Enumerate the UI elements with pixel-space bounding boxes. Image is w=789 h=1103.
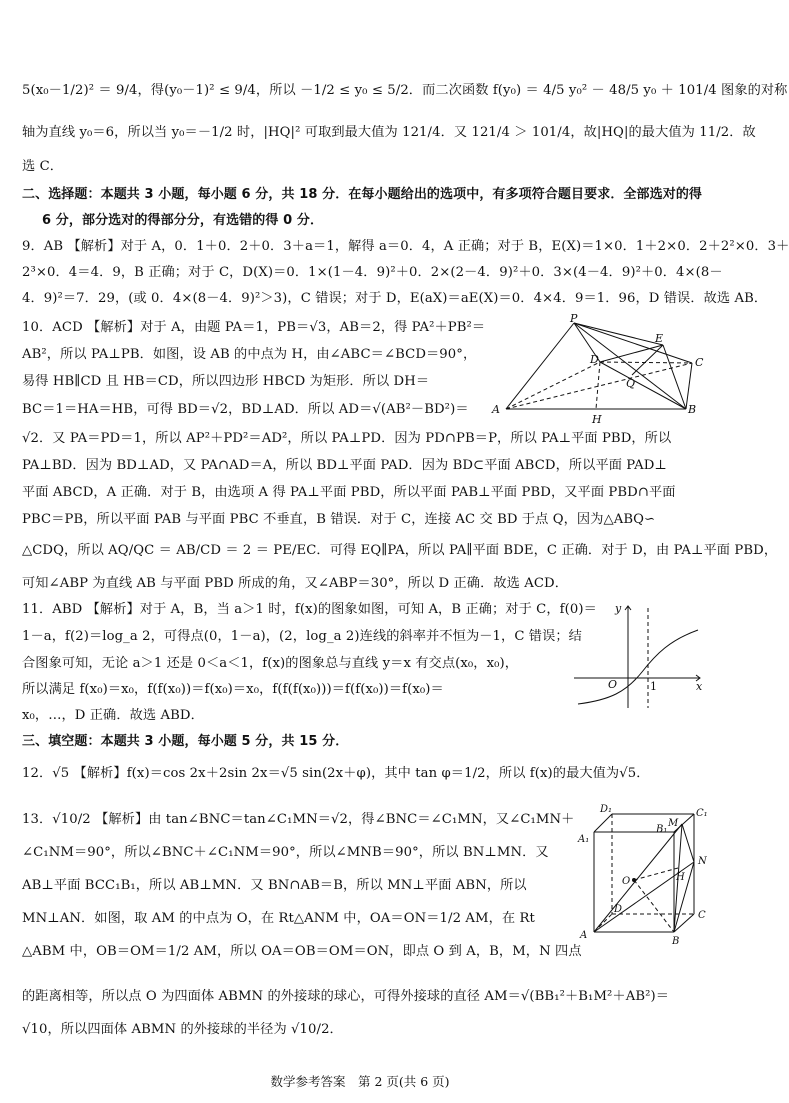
section-heading: 三、填空题：本题共 3 小题，每小题 5 分，共 15 分．	[22, 734, 349, 749]
axis-label: y	[615, 602, 622, 615]
text-line: 11．ABD 【解析】对于 A，B，当 a＞1 时，f(x)的图象如图，可知 A，B 正确；对于 C，f(0)＝	[22, 602, 597, 617]
text-line: 9．AB 【解析】对于 A，0．1＋0．2＋0．3＋a＝1，解得 a＝0．4，A 正确；对于 B，E(X)＝1×0．1＋2×0．2＋2²×0．3＋	[22, 239, 789, 254]
text-line: 轴为直线 y₀＝6，所以当 y₀＝－1/2 时，|HQ|² 可取到最大值为 121/4．又 121/4 ＞ 101/4，故|HQ|的最大值为 11/2．故	[22, 125, 756, 140]
text-line: 1－a，f(2)＝log_a 2，可得点(0，1－a)，(2，log_a 2)连线的斜率并不恒为－1，C 错误；结	[22, 629, 582, 644]
text-line: PA⊥BD．因为 BD⊥AD，又 PA∩AD＝A，所以 BD⊥平面 PAD．因为 BD⊂平面 ABCD，所以平面 PAD⊥	[22, 458, 667, 473]
text-line: 5(x₀－1/2)² ＝ 9/4，得(y₀－1)² ≤ 9/4，所以 －1/2 ≤ y₀ ≤ 5/2．而二次函数 f(y₀) ＝ 4/5 y₀² － 48/5 y₀ ＋ 101/4 图象的对称	[22, 83, 788, 98]
text-line: MN⊥AN．如图，取 AM 的中点为 O，在 Rt△ANM 中，OA＝ON＝1/2 AM，在 Rt	[22, 911, 535, 926]
text-line: 12．√5 【解析】f(x)＝cos 2x＋2sin 2x＝√5 sin(2x＋φ)，其中 tan φ＝1/2，所以 f(x)的最大值为√5．	[22, 766, 650, 781]
text-line: BC＝1＝HA＝HB，可得 BD＝√2，BD⊥AD．所以 AD＝√(AB²－BD²)＝	[22, 402, 469, 417]
point-label: B	[672, 936, 680, 947]
section-heading: 6 分，部分选对的得部分分，有选错的得 0 分．	[42, 213, 324, 228]
text-line: AB⊥平面 BCC₁B₁，所以 AB⊥MN．又 BN∩AB＝B，所以 MN⊥平面 ABN，所以	[22, 878, 527, 893]
text-line: 的距离相等，所以点 O 为四面体 ABMN 的外接球的球心，可得外接球的直径 AM＝√(BB₁²＋B₁M²＋AB²)＝	[22, 989, 670, 1004]
text-line: 13．√10/2 【解析】由 tan∠BNC＝tan∠C₁MN＝√2，得∠BNC＝∠C₁MN，又∠C₁MN＋	[22, 812, 575, 827]
text-line: PBC＝PB，所以平面 PAB 与平面 PBC 不垂直，B 错误．对于 C，连接 AC 交 BD 于点 Q，因为△ABQ∽	[22, 512, 656, 527]
text-line: 2³×0．4＝4．9，B 正确；对于 C，D(X)＝0．1×(1－4．9)²＋0．2×(2－4．9)²＋0．3×(4－4．9)²＋0．4×(8－	[22, 265, 723, 280]
pyramid-figure	[488, 312, 714, 427]
page-footer: 数学参考答案 第 2 页(共 6 页)	[270, 1074, 450, 1089]
axis-label: x	[696, 680, 703, 693]
text-line: 选 C．	[22, 159, 64, 174]
function-graph-figure	[570, 600, 710, 712]
text-line: AB²，所以 PA⊥PB．如图，设 AB 的中点为 H，由∠ABC＝∠BCD＝90°，	[22, 347, 477, 362]
point-label: C₁	[696, 808, 708, 819]
point-label: C	[695, 356, 704, 369]
point-label: A	[492, 403, 500, 416]
text-line: √10，所以四面体 ABMN 的外接球的半径为 √10/2．	[22, 1022, 343, 1037]
text-line: 4．9)²＝7．29，(或 0．4×(8－4．9)²＞3)，C 错误；对于 D，E(aX)＝aE(X)＝0．4×4．9＝1．96，D 错误．故选 AB．	[22, 291, 768, 306]
point-label: E	[655, 332, 664, 345]
text-line: √2．又 PA＝PD＝1，所以 AP²＋PD²＝AD²，所以 PA⊥PD．因为 PD∩PB＝P，所以 PA⊥平面 PBD，所以	[22, 431, 672, 446]
text-line: 合图象可知，无论 a＞1 还是 0＜a＜1，f(x)的图象总与直线 y＝x 有交点(x₀，x₀)，	[22, 656, 519, 671]
text-line: x₀，…，D 正确．故选 ABD．	[22, 708, 204, 723]
text-line: 易得 HB∥CD 且 HB＝CD，所以四边形 HBCD 为矩形．所以 DH＝	[22, 374, 430, 389]
section-heading: 二、选择题：本题共 3 小题，每小题 6 分，共 18 分．在每小题给出的选项中，有多项符合题目要求．全部选对的得	[22, 187, 703, 202]
text-line: 10．ACD 【解析】对于 A，由题 PA＝1，PB＝√3，AB＝2，得 PA²＋PB²＝	[22, 320, 486, 335]
point-label: A	[580, 930, 588, 941]
point-label: C	[698, 910, 706, 921]
point-label: D	[614, 904, 623, 915]
point-label: A₁	[578, 834, 590, 845]
point-label: B₁	[656, 824, 668, 835]
text-line: 所以满足 f(x₀)＝x₀，f(f(x₀))＝f(x₀)＝x₀，f(f(f(x₀)))＝f(f(x₀))＝f(x₀)＝	[22, 682, 444, 697]
text-line: 可知∠ABP 为直线 AB 与平面 PBD 所成的角，又∠ABP＝30°，所以 D 正确．故选 ACD．	[22, 576, 568, 591]
point-label: D	[590, 353, 599, 366]
point-label: M	[668, 818, 679, 829]
axis-label: O	[608, 678, 618, 691]
point-label: H	[676, 872, 685, 883]
point-label: P	[570, 312, 578, 325]
text-line: △CDQ，所以 AQ/QC ＝ AB/CD ＝ 2 ＝ PE/EC．可得 EQ∥PA，所以 PA∥平面 BDE，C 正确．对于 D，由 PA⊥平面 PBD，	[22, 543, 778, 558]
axis-label: 1	[650, 680, 657, 693]
cuboid-figure	[574, 798, 714, 946]
point-label: D₁	[600, 804, 613, 815]
point-label: Q	[626, 377, 636, 390]
point-label: H	[592, 413, 602, 426]
text-line: 平面 ABCD，A 正确．对于 B，由选项 A 得 PA⊥平面 PBD，所以平面 PAB⊥平面 PBD，又平面 PBD∩平面	[22, 485, 676, 500]
text-line: ∠C₁NM＝90°，所以∠BNC＋∠C₁NM＝90°，所以∠MNB＝90°，所以 BN⊥MN．又	[22, 845, 549, 860]
point-label: N	[698, 856, 707, 867]
point-label: B	[688, 403, 697, 416]
text-line: △ABM 中，OB＝OM＝1/2 AM，所以 OA＝OB＝OM＝ON，即点 O 到 A，B，M，N 四点	[22, 944, 582, 959]
point-label: O	[622, 876, 631, 887]
